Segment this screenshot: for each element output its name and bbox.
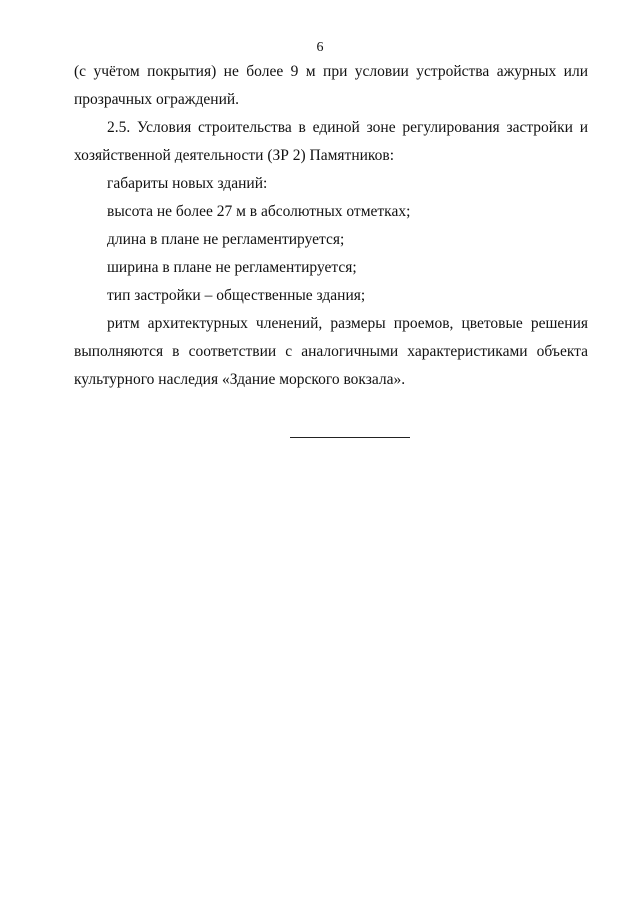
list-item: высота не более 27 м в абсолютных отметках; <box>107 203 411 220</box>
section-heading-line: хозяйственной деятельности (ЗР 2) Памятников: <box>74 147 395 164</box>
text-line: ритм архитектурных членений, размеры проемов, цветовые решения <box>107 315 588 332</box>
list-item: ширина в плане не регламентируется; <box>107 259 357 276</box>
text-line: (с учётом покрытия) не более 9 м при условии устройства ажурных или <box>74 63 588 80</box>
text-line: выполняются в соответствии с аналогичными характеристиками объекта <box>74 343 588 360</box>
document-body <box>74 58 588 394</box>
text-line: прозрачных ограждений. <box>74 91 240 108</box>
end-separator-line <box>290 437 410 438</box>
list-item: длина в плане не регламентируется; <box>107 231 345 248</box>
section-heading-line: 2.5. Условия строительства в единой зоне регулирования застройки и <box>107 119 588 136</box>
list-item: тип застройки – общественные здания; <box>107 287 366 304</box>
text-line: культурного наследия «Здание морского вокзала». <box>74 371 406 388</box>
list-item: габариты новых зданий: <box>107 175 268 192</box>
page-number: 6 <box>316 40 324 55</box>
